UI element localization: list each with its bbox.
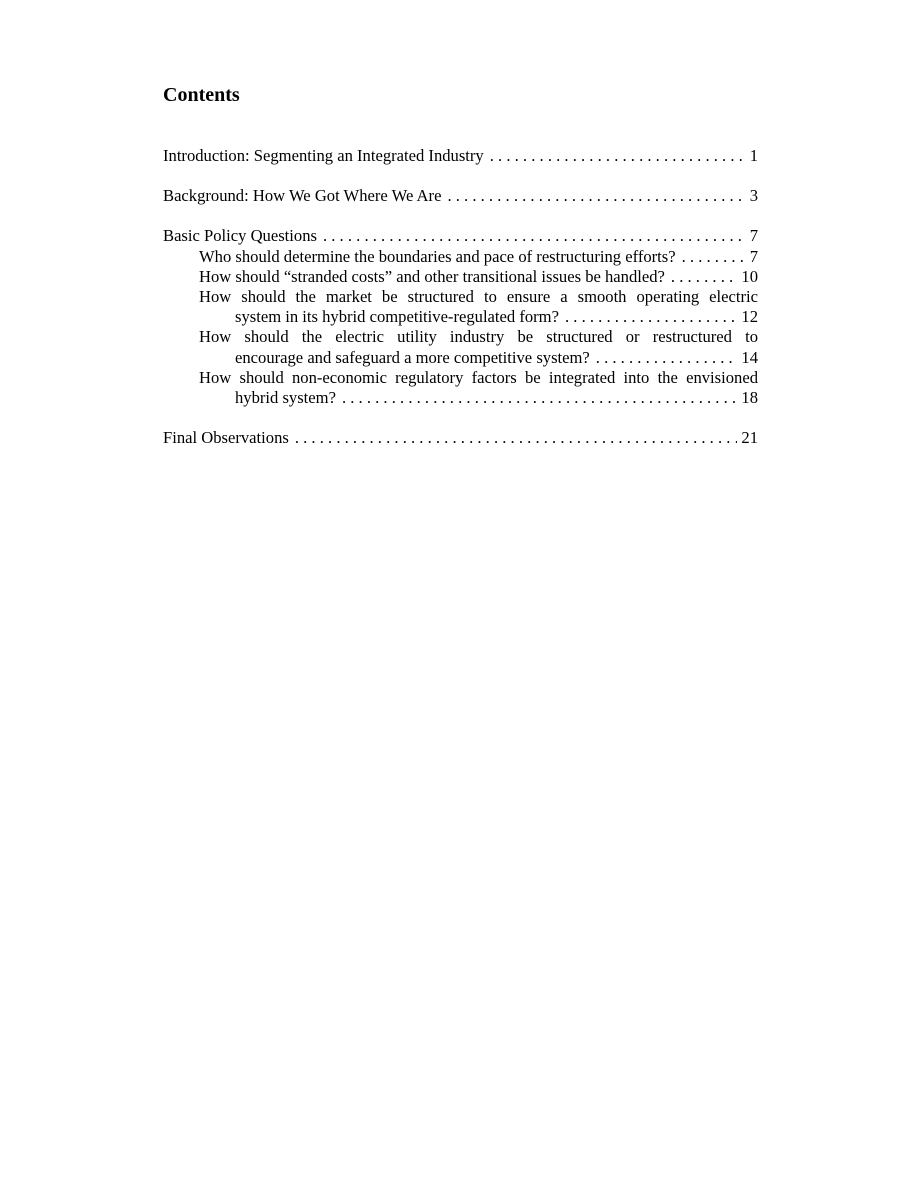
toc-entry-text: Final Observations (163, 428, 289, 448)
toc-entry-text: Basic Policy Questions (163, 226, 317, 246)
leader-dots (682, 247, 744, 267)
page-title: Contents (163, 84, 240, 106)
leader-dots (596, 348, 738, 368)
toc-entry-text: How should “stranded costs” and other transitional issues be handled? (199, 266, 665, 286)
toc-page-number: 12 (741, 307, 758, 327)
toc-page-number: 21 (741, 428, 758, 448)
toc-page-number: 7 (749, 246, 758, 266)
toc-page-number: 7 (749, 226, 758, 246)
leader-dots (565, 307, 737, 327)
toc-entry-background[interactable] (163, 186, 758, 206)
toc-entry-text-line2: encourage and safeguard a more competitive system? (235, 347, 590, 367)
toc-page-number: 3 (749, 186, 758, 206)
toc-subentry-market-structure[interactable] (163, 287, 758, 327)
toc-entry-text-line1: How should non-economic regulatory factors be integrated into the envisioned (199, 367, 758, 387)
leader-dots (447, 186, 744, 206)
toc-page-number: 10 (741, 266, 758, 286)
toc-subentry-stranded-costs[interactable] (163, 267, 758, 287)
toc-page-number: 18 (741, 387, 758, 407)
toc-entry-text: Introduction: Segmenting an Integrated Industry (163, 146, 484, 165)
toc-entry-basic-policy-questions[interactable] (163, 226, 758, 246)
toc-entry-text-line1: How should the electric utility industry be structured or restructured to (199, 327, 758, 347)
toc-subentry-industry-restructure[interactable] (163, 327, 758, 367)
toc-entry-text-line2: system in its hybrid competitive-regulated form? (235, 307, 559, 327)
toc-subentry-non-economic-factors[interactable] (163, 368, 758, 408)
toc-subentry-boundaries-pace[interactable] (163, 247, 758, 267)
toc-page-number: 14 (741, 347, 758, 367)
toc-entry-introduction[interactable] (163, 146, 758, 166)
leader-dots (295, 428, 738, 448)
toc-entry-text-line2: hybrid system? (235, 387, 336, 407)
toc-entry-text: Who should determine the boundaries and pace of restructuring efforts? (199, 246, 676, 266)
toc-entry-final-observations[interactable] (163, 428, 758, 448)
toc-page-number: 1 (749, 146, 758, 165)
leader-dots (342, 388, 737, 408)
toc-entry-text: Background: How We Got Where We Are (163, 186, 442, 206)
leader-dots (671, 267, 738, 287)
toc-entry-text-line1: How should the market be structured to ensure a smooth operating electric (199, 286, 758, 306)
table-of-contents (163, 146, 758, 448)
leader-dots (323, 226, 744, 246)
leader-dots (490, 146, 744, 166)
